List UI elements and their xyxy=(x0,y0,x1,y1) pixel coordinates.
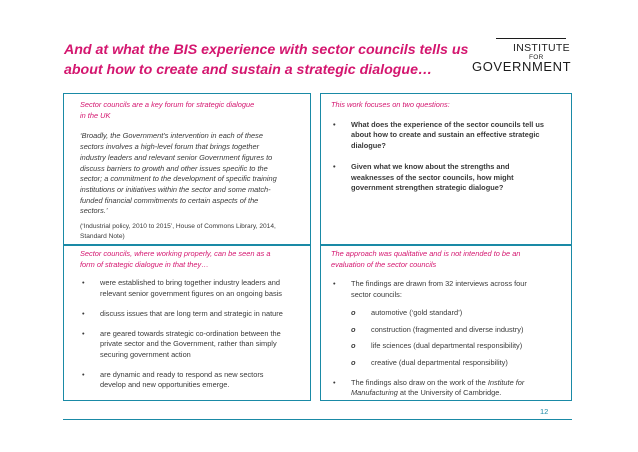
list-item xyxy=(331,279,565,300)
item-line: securing government action xyxy=(100,349,191,359)
list-item: o construction (fragmented and diverse industry) xyxy=(351,325,565,336)
item-line xyxy=(351,388,565,399)
list-item: o creative (dual departmental responsibility) xyxy=(351,358,565,369)
heading-line: The approach was qualitative and is not intended to be an xyxy=(331,249,521,258)
list-item xyxy=(331,120,565,152)
bullet-list xyxy=(80,278,304,391)
strategic-dialogue-box xyxy=(63,245,311,401)
page-number: 12 xyxy=(540,407,549,416)
logo-line3: GOVERNMENT xyxy=(472,59,572,74)
bullet-list xyxy=(331,120,565,194)
item-line: about how to create and sustain an effective strategic xyxy=(351,130,540,140)
sector-councils-forum-box xyxy=(63,93,311,245)
list-item: o life sciences (dual departmental responsibility) xyxy=(351,341,565,352)
sector-list xyxy=(351,308,565,369)
logo-rule xyxy=(496,38,566,39)
bullet-list xyxy=(331,279,565,300)
logo-line2: FOR xyxy=(529,54,544,61)
item-line: weaknesses of the sector councils, how might xyxy=(351,172,514,182)
heading-line: Sector councils are a key forum for strategic dialogue xyxy=(80,100,255,109)
heading-line: form of strategic dialogue in that they… xyxy=(80,259,209,269)
item-line: • The findings are drawn from 32 interviews across four xyxy=(351,279,527,289)
heading-line: evaluation of the sector councils xyxy=(331,259,437,269)
item-line: • were established to bring together industry leaders and xyxy=(100,278,280,288)
quote-line: industry leaders and relevant senior Government figures to xyxy=(80,152,273,162)
quote-line: discuss barriers to growth and other issues specific to the xyxy=(80,163,268,173)
text-run-italic: Manufacturing xyxy=(351,388,398,398)
slide-title xyxy=(64,40,469,80)
item-line: sector councils: xyxy=(351,290,402,300)
quote-line: funded financial commitments to certain aspects of the xyxy=(80,195,259,205)
quote-line: sectors involves a high-level forum that brings together xyxy=(80,142,260,152)
quote-line: ‘Broadly, the Government’s intervention in each of these xyxy=(80,131,263,141)
slide-title-line1: And at what the BIS experience with sector councils tells us xyxy=(64,42,469,58)
list-item xyxy=(80,278,304,299)
list-item xyxy=(80,329,304,361)
item-line: relevant senior government figures on an ongoing basis xyxy=(100,289,283,299)
box-heading xyxy=(80,249,304,270)
item-line: dialogue? xyxy=(351,141,386,151)
list-item xyxy=(80,370,304,391)
text-run: The findings also draw on the work of the xyxy=(351,377,488,387)
list-item xyxy=(80,309,304,320)
source-citation xyxy=(80,222,304,241)
focus-questions-box xyxy=(320,93,572,245)
heading-line: in the UK xyxy=(80,110,111,120)
box-heading: This work focuses on two questions: xyxy=(331,100,450,109)
quote-line: sector; a commitment to the development of specific training xyxy=(80,174,277,184)
item-line: government strengthen strategic dialogue? xyxy=(351,183,504,193)
citation-line: (‘Industrial policy, 2010 to 2015’, House of Commons Library, 2014, xyxy=(80,223,276,231)
item-line: • Given what we know about the strengths and xyxy=(351,161,510,171)
item-line: • What does the experience of the sector councils tell us xyxy=(351,119,545,129)
box-heading xyxy=(80,100,304,121)
quote-line: sectors.’ xyxy=(80,206,108,216)
text-run-italic: Institute for xyxy=(487,377,525,387)
heading-line: Sector councils, where working properly, can be seen as a xyxy=(80,249,271,258)
bullet-list xyxy=(331,378,565,399)
box-heading xyxy=(331,249,565,270)
item-line: • are geared towards strategic co-ordination between the xyxy=(100,328,281,338)
quote xyxy=(80,131,304,217)
list-item xyxy=(331,162,565,194)
item-line: private sector and the Government, rather than simply xyxy=(100,339,277,349)
item-line: develop and new opportunities emerge. xyxy=(100,380,230,390)
approach-box xyxy=(320,245,572,401)
text-run: at the University of Cambridge. xyxy=(397,388,502,398)
slide-title-line2: about how to create and sustain a strategic dialogue… xyxy=(64,62,433,78)
logo-line1: INSTITUTE xyxy=(513,42,570,54)
item-line: • are dynamic and ready to respond as new sectors xyxy=(100,369,264,379)
list-item xyxy=(331,378,565,399)
citation-line: Standard Note) xyxy=(80,232,125,240)
item-line xyxy=(351,378,565,389)
footer-rule xyxy=(63,419,572,420)
quote-line: institutions or initiatives within the sector and some match- xyxy=(80,184,271,194)
list-item: o automotive (‘gold standard’) xyxy=(351,308,565,319)
item-line: • discuss issues that are long term and strategic in nature xyxy=(100,308,283,318)
